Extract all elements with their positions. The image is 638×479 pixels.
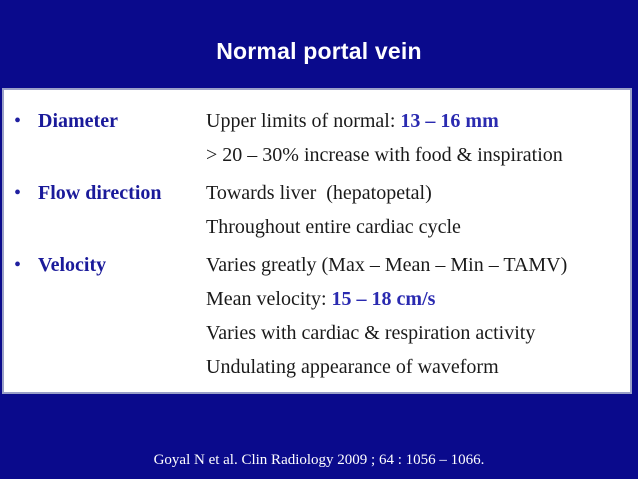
description bbox=[206, 176, 461, 244]
slide-title: Normal portal vein bbox=[216, 38, 422, 64]
description bbox=[206, 104, 563, 172]
text: Mean velocity: bbox=[206, 288, 332, 310]
term-diameter: Diameter bbox=[38, 110, 118, 132]
description-line: Throughout entire cardiac cycle bbox=[206, 216, 461, 238]
description-line: > 20 – 30% increase with food & inspiration bbox=[206, 144, 563, 166]
term-velocity: Velocity bbox=[38, 254, 107, 276]
description bbox=[206, 248, 567, 384]
highlight-value: 13 – 16 mm bbox=[400, 110, 499, 132]
bullet: • bbox=[14, 182, 22, 204]
term-flow-direction: Flow direction bbox=[38, 182, 162, 204]
description-line bbox=[206, 104, 563, 138]
content-panel bbox=[2, 88, 632, 394]
description-line: Towards liver (hepatopetal) bbox=[206, 182, 432, 204]
highlight-value: 15 – 18 cm/s bbox=[331, 288, 436, 310]
text: Upper limits of normal: bbox=[206, 110, 401, 132]
bullet: • bbox=[14, 254, 22, 276]
citation-footer: Goyal N et al. Clin Radiology 2009 ; 64 : 1056 – 1066. bbox=[153, 452, 485, 468]
description-line bbox=[206, 282, 567, 316]
description-line: Varies with cardiac & respiration activity bbox=[206, 322, 536, 344]
bullet: • bbox=[14, 110, 22, 132]
description-line: Undulating appearance of waveform bbox=[206, 356, 499, 378]
description-line: Varies greatly (Max – Mean – Min – TAMV) bbox=[206, 254, 568, 276]
